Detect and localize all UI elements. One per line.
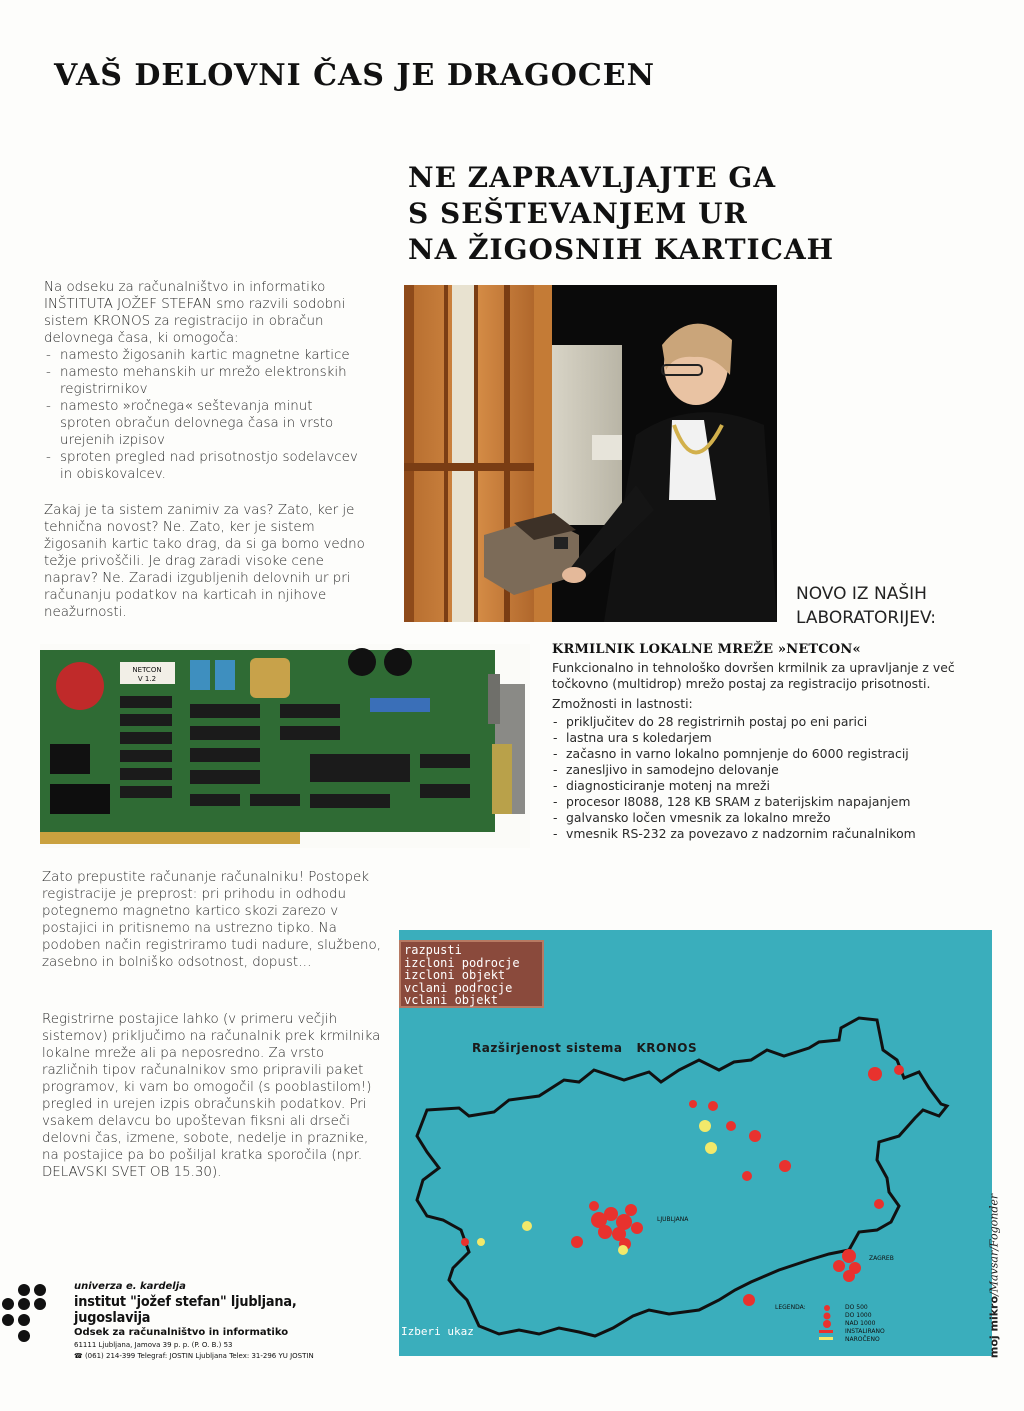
postal-address: 61111 Ljubljana, Jamova 39 p. p. (P. O. B.) 53 (74, 1341, 233, 1349)
legend-entry: DO 500 (845, 1304, 868, 1311)
menu-item-izcloni-objekt[interactable]: izcloni objekt (404, 968, 506, 983)
subheading-line-1: NE ZAPRAVLJAJTE GA (408, 161, 777, 194)
list-item: - diagnosticiranje motenj na mreži (552, 778, 992, 794)
why-text: Zakaj je ta sistem zanimiv za vas? Zato, ker je tehnična novost? Ne. Zato, ker je sistem žigosanih kartic tako drag, da si ga bomo vedno težje privoščili. Je drag zaradi visoke cene naprav? Ne. Zaradi izgubljenih delovnih ur pri računanju podatkov na karticah in njihove neažurnosti. (44, 503, 365, 620)
subheading-line-3: NA ŽIGOSNIH KARTICAH (408, 233, 835, 266)
board-label-line-1: NETCON (132, 666, 162, 674)
menu-item-vclani-podrocje[interactable]: vclani podrocje (404, 980, 513, 995)
register-paragraph (42, 1011, 382, 1181)
features-title: Zmožnosti in lastnosti: (552, 696, 693, 711)
ordered-markers (477, 1120, 717, 1255)
command-prompt[interactable]: Izberi ukaz (401, 1325, 474, 1338)
legend-entry: NAROČENO (845, 1336, 880, 1343)
menu-item-izcloni-podrocje[interactable]: izcloni podrocje (404, 955, 520, 970)
board-label-line-2: V 1.2 (137, 675, 157, 683)
map-title: Razširjenost sistema KRONOS (472, 1041, 698, 1055)
list-item: - začasno in varno lokalno pomnjenje do 6000 registracij (552, 746, 992, 762)
why-paragraph (44, 502, 379, 621)
credit-text (988, 1194, 1001, 1358)
circuit-board-illustration (40, 644, 530, 848)
subheading-line-2: S SEŠTEVANJEM UR (408, 197, 748, 230)
subheading (408, 160, 834, 268)
list-item: - sproten pregled nad prisotnostjo sodelavcev in obiskovalcev. (44, 449, 366, 483)
computer-paragraph (42, 869, 382, 971)
kronos-map-screen (399, 930, 992, 1356)
institute-address (74, 1281, 394, 1360)
lab-heading-line-1: NOVO IZ NAŠIH (796, 584, 927, 604)
benefits-list (44, 347, 366, 483)
installed-markers (461, 1065, 904, 1306)
legend-swatches (819, 1305, 833, 1340)
features-list (552, 714, 992, 842)
list-item: - namesto »ročnega« seštevanja minut sproten obračun delovnega časa in vrsto urejenih izpisov (44, 398, 366, 449)
institute-name: institut "jožef stefan" ljubljana, jugoslavija (74, 1294, 297, 1326)
computer-text: Zato prepustite računanje računalniku! Postopek registracije je preprost: pri prihodu in odhodu potegnemo magnetno kartico skozi zarezo v postajici in pritisnemo na ustrezno tipko. Na podoben način registriramo tudi nadure, službeno, zasebno in bolniško odsotnost, dopust… (42, 870, 381, 970)
legend-title: LEGENDA: (775, 1304, 806, 1311)
map-legend (775, 1304, 806, 1311)
list-item: - vmesnik RS-232 za povezavo z nadzornim računalnikom (552, 826, 992, 842)
institute-logo-icon (2, 1282, 58, 1346)
page-title: VAŠ DELOVNI ČAS JE DRAGOCEN (54, 58, 655, 93)
lab-heading (796, 582, 936, 630)
intro-paragraph: Na odseku za računalništvo in informatiko INŠTITUTA JOŽEF STEFAN smo razvili sodobni sistem KRONOS za registracijo in obračun delovnega časa, ki omogoča: (44, 280, 346, 346)
legend-entry: INSTALIRANO (845, 1328, 885, 1335)
menu-item-vclani-objekt[interactable]: vclani objekt (404, 993, 498, 1008)
netcon-title: KRMILNIK LOKALNE MREŽE »NETCON« (552, 642, 861, 657)
dots-logo-icon (2, 1282, 58, 1346)
list-item: - zanesljivo in samodejno delovanje (552, 762, 992, 778)
circuit-board-photo (40, 644, 530, 848)
credit-magazine: moj mikro (987, 1295, 1001, 1359)
city-label-zagreb: ZAGREB (869, 1255, 894, 1262)
photo-illustration (404, 285, 777, 622)
list-item: - namesto mehanskih ur mrežo elektronskih registrirnikov (44, 364, 366, 398)
city-label-ljubljana: LJUBLJANA (657, 1216, 689, 1223)
credit-authors: /Mavsar/Fogonder (987, 1193, 1001, 1296)
list-item: - procesor I8088, 128 KB SRAM z baterijskim napajanjem (552, 794, 992, 810)
photo-card-terminal (404, 285, 777, 622)
menu-item-razpusti[interactable]: razpusti (404, 943, 462, 957)
netcon-description: Funkcionalno in tehnološko dovršen krmilnik za upravljanje z več točkovno (multidrop) mrežo postaj za registracijo prisotnosti. (552, 660, 955, 691)
contact-line: ☎ (061) 214-399 Telegraf: JOSTIN Ljubljana Telex: 31-296 YU JOSTIN (74, 1352, 314, 1360)
list-item: - namesto žigosanih kartic magnetne kartice (44, 347, 366, 364)
command-menu (399, 940, 544, 1008)
legend-entries (845, 1304, 885, 1344)
university-name: univerza e. kardelja (74, 1281, 186, 1292)
netcon-section (552, 642, 992, 842)
legend-entry: DO 1000 (845, 1312, 872, 1319)
border-path (417, 1018, 947, 1336)
department-name: Odsek za računalništvo in informatiko (74, 1327, 289, 1338)
list-item: - galvansko ločen vmesnik za lokalno mrežo (552, 810, 992, 826)
list-item: - lastna ura s koledarjem (552, 730, 992, 746)
vertical-credit (984, 1193, 1004, 1359)
intro-text (44, 279, 366, 483)
register-text: Registrirne postajice lahko (v primeru večjih sistemov) priključimo na računalnik prek krmilnika lokalne mreže ali pa neposredno. Za vrsto različnih tipov računalnikov smo pripravili paket programov, ki vam bo omogočil (s pooblastilom!) pregled in urejen izpis obračunskih podatkov. Pri vsakem delavcu bo upoštevan fiksni ali drseči delovni čas, izmene, sobote, nedelje in praznike, na postajice pa bo pošiljal kratka sporočila (npr. DELAVSKI SVET OB 15.30). (42, 1012, 381, 1180)
list-item: - priključitev do 28 registrirnih postaj po eni parici (552, 714, 992, 730)
lab-heading-line-2: LABORATORIJEV: (796, 608, 936, 628)
legend-entry: NAD 1000 (845, 1320, 876, 1327)
